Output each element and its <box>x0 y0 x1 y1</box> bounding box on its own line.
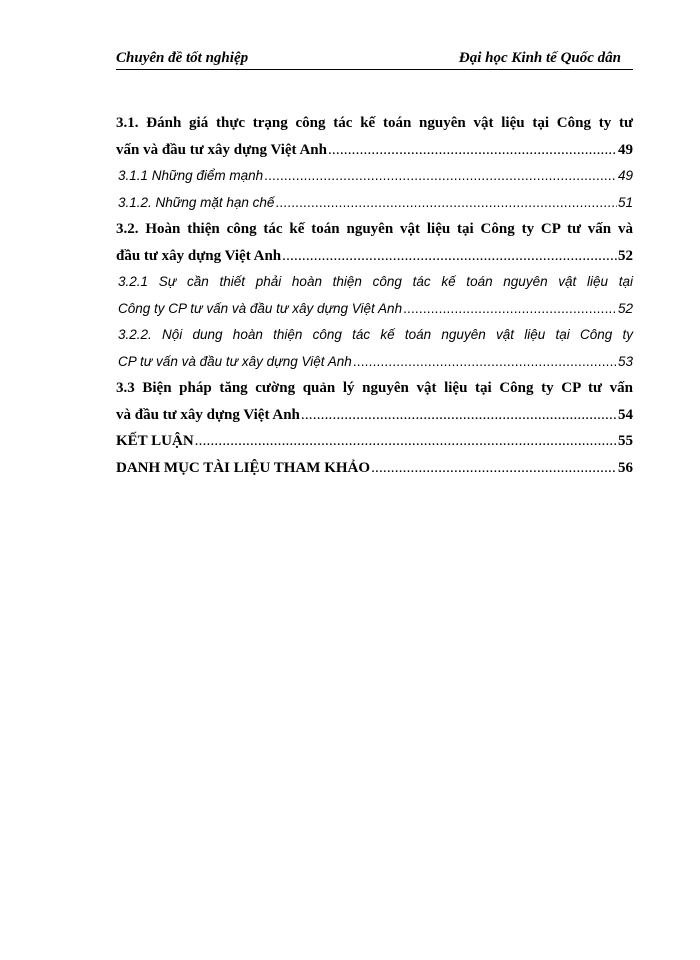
toc-page-number: 54 <box>618 406 633 423</box>
toc-entry-title: Công ty CP tư vấn và đầu tư xây dựng Việt Anh <box>118 300 403 316</box>
toc-entry-title: CP tư vấn và đầu tư xây dựng Việt Anh <box>118 353 352 369</box>
toc-entry-title: 3.1.2. Những mặt hạn chế <box>118 194 275 210</box>
dot-leader <box>371 455 617 482</box>
toc-entry-3-1-2[interactable] <box>116 190 633 217</box>
toc-entry-title-line1: 3.2.2. Nội dung hoàn thiện công tác kế toán nguyên vật liệu tại Công ty <box>118 327 633 342</box>
toc-page-number: 56 <box>618 459 633 476</box>
toc-page-number: 55 <box>618 433 633 449</box>
header-divider <box>116 69 633 70</box>
toc-entry-conclusion[interactable] <box>116 428 633 455</box>
toc-entry-3-3[interactable] <box>116 375 633 428</box>
header-university: Đại học Kinh tế Quốc dân <box>458 50 621 66</box>
dot-leader <box>403 296 617 323</box>
toc-entry-title: đầu tư xây dựng Việt Anh <box>116 247 282 264</box>
dot-leader <box>264 163 617 190</box>
toc-entry-title-line1: 3.2.1 Sự cần thiết phải hoàn thiện công tác kế toán nguyên vật liệu tại <box>118 274 633 289</box>
toc-page-number: 51 <box>617 194 633 210</box>
toc-entry-references[interactable] <box>116 455 633 482</box>
dot-leader <box>328 137 617 164</box>
toc-entry-3-2-1[interactable] <box>116 269 633 322</box>
toc-page-number: 49 <box>617 168 633 183</box>
dot-leader <box>275 190 617 217</box>
toc-entry-title: 3.1.1 Những điểm mạnh <box>118 168 264 183</box>
toc-entry-3-1-1[interactable] <box>116 163 633 190</box>
toc-page-number: 49 <box>618 141 633 158</box>
toc-entry-title-line1: 3.2. Hoàn thiện công tác kế toán nguyên vật liệu tại Công ty CP tư vấn và <box>116 221 633 237</box>
toc-entry-title-line1: 3.1. Đánh giá thực trạng công tác kế toán nguyên vật liệu tại Công ty tư <box>116 115 633 131</box>
toc-entry-title: vấn và đầu tư xây dựng Việt Anh <box>116 141 327 158</box>
dot-leader <box>353 349 617 376</box>
table-of-contents <box>116 110 633 481</box>
toc-entry-title: KẾT LUẬN <box>116 433 194 449</box>
dot-leader <box>195 428 617 455</box>
toc-page-number: 52 <box>618 247 633 264</box>
toc-entry-title: và đầu tư xây dựng Việt Anh <box>116 406 300 423</box>
toc-entry-title-line1: 3.3 Biện pháp tăng cường quản lý nguyên vật liệu tại Công ty CP tư vấn <box>116 380 633 396</box>
toc-entry-3-2[interactable] <box>116 216 633 269</box>
dot-leader <box>282 243 617 270</box>
page-header <box>116 50 633 70</box>
toc-page-number: 52 <box>617 300 633 316</box>
toc-page-number: 53 <box>617 353 633 369</box>
toc-entry-3-2-2[interactable] <box>116 322 633 375</box>
toc-entry-title: DANH MỤC TÀI LIỆU THAM KHẢO <box>116 459 371 476</box>
dot-leader <box>301 402 617 429</box>
toc-entry-3-1[interactable] <box>116 110 633 163</box>
header-thesis-type: Chuyên đề tốt nghiệp <box>116 50 249 66</box>
